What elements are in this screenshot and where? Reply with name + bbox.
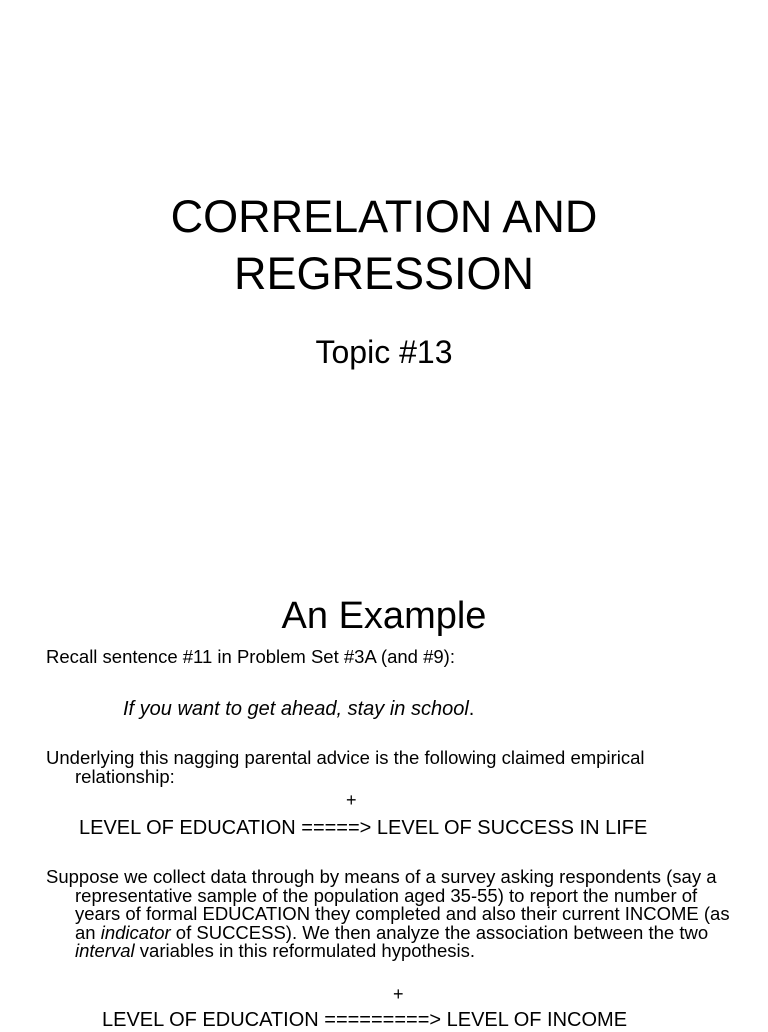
suppose-italic-interval: interval (75, 940, 135, 961)
relationship-education-income: LEVEL OF EDUCATION =========> LEVEL OF INCOME (102, 1009, 628, 1031)
suppose-text-1: Suppose we collect data through by means of a survey asking respondents (say a representative sample of the population aged 35-55) to report the number of years of formal EDUCATION they completed and also their current INCOME (as an (46, 866, 730, 943)
plus-sign-2: + (393, 984, 404, 1004)
suppose-text-3: variables in this reformulated hypothesis. (134, 940, 476, 961)
relationship-education-success: LEVEL OF EDUCATION =====> LEVEL OF SUCCESS IN LIFE (79, 817, 648, 839)
plus-sign: + (346, 790, 357, 810)
quote-period: . (468, 698, 475, 720)
slide-subtitle: Topic #13 (315, 334, 453, 370)
quote-text (123, 697, 474, 721)
slide-title (0, 188, 768, 302)
suppose-text-2: of SUCCESS). We then analyze the association between the two (170, 921, 709, 943)
slide-title-line-2: REGRESSION (233, 248, 535, 299)
quote-italic: If you want to get ahead, stay in school (123, 698, 469, 720)
example-heading: An Example (281, 595, 487, 637)
recall-text: Recall sentence #11 in Problem Set #3A (and #9): (46, 646, 455, 667)
suppose-paragraph (46, 868, 745, 961)
underlying-paragraph: Underlying this nagging parental advice is the following claimed empirical relationship: (46, 747, 645, 787)
slide-title-line-1: CORRELATION AND (170, 191, 598, 242)
suppose-italic-indicator: indicator (100, 921, 171, 943)
